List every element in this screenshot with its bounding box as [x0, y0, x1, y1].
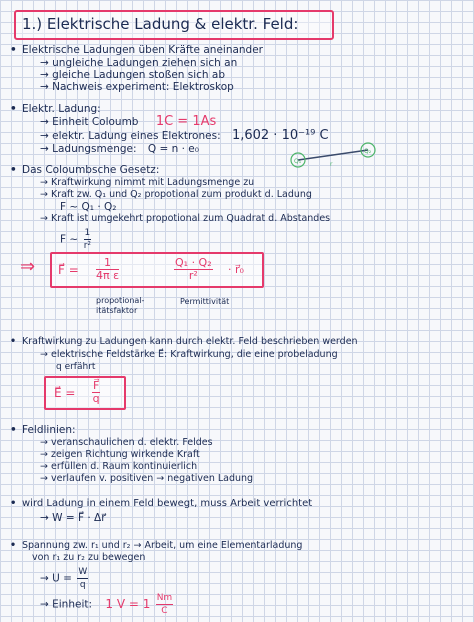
- field-strength-num: F⃗: [93, 379, 100, 392]
- coulomb-formula-box: [50, 252, 264, 288]
- coulomb-factor-1: [96, 257, 119, 282]
- unit-prefix: → Einheit:: [40, 598, 93, 611]
- distance-line: [298, 150, 368, 160]
- coulomb-f1-den: 4π ε: [96, 269, 120, 282]
- volt-den: C: [161, 606, 168, 616]
- sec1-line-2: → gleiche Ladungen stoßen sich ab: [40, 69, 226, 81]
- electron-charge-label: → elektr. Ladung eines Elektrones:: [40, 130, 221, 142]
- distance-label: r: [330, 161, 333, 168]
- sec3-heading: • Das Coloumbsche Gesetz:: [22, 164, 159, 176]
- charge-q1-label: Q₁: [294, 158, 302, 165]
- coulomb-f2-num: Q₁ · Q₂: [175, 256, 212, 269]
- sec3-line-1: → Kraftwirkung nimmt mit Ladungsmenge zu: [40, 177, 255, 188]
- field-strength-den: q: [92, 392, 100, 405]
- sec5-heading: • Feldlinien:: [22, 424, 76, 436]
- volt-num: Nm: [156, 593, 173, 603]
- sec7-heading: • Spannung zw. r₁ und r₂ → Arbeit, um eine Elementarladung: [22, 540, 302, 552]
- coulomb-tail: · r⃗₀: [228, 263, 244, 276]
- sec2-line-3: [40, 143, 199, 155]
- sec2-heading: • Elektr. Ladung:: [22, 103, 101, 115]
- volt-unit: 1 V = 1: [105, 596, 151, 611]
- inverse-square-den: r²: [83, 241, 92, 251]
- voltage-fraction: [77, 566, 88, 591]
- sec3-line-4: → Kraft ist umgekehrt propotional zum Quadrat d. Abstandes: [40, 213, 331, 224]
- title-text: 1.) Elektrische Ladung & elektr. Feld:: [22, 15, 299, 33]
- sec4-line-1: → elektrische Feldstärke E⃗: Kraftwirkung, die eine probeladung: [40, 349, 338, 360]
- sec7-line-2: [40, 566, 90, 591]
- inverse-square-num: 1: [84, 228, 91, 238]
- sec2-line-1: [40, 116, 216, 128]
- proportional-prefix: F ~: [60, 233, 79, 246]
- charge-amount-formula: Q = n · e₀: [147, 143, 199, 155]
- sec3-line-2: → Kraft zw. Q₁ und Q₂ propotional zum produkt d. Ladung: [40, 189, 312, 200]
- sec1-line-3: → Nachweis experiment: Elektroskop: [40, 81, 234, 93]
- proportionality-note: propotional-itätsfaktor: [96, 296, 145, 315]
- inverse-square-fraction: [84, 227, 92, 252]
- charge-q2-label: Q₂: [364, 148, 372, 155]
- sec4-heading: • Kraftwirkung zu Ladungen kann durch elektr. Feld beschrieben werden: [22, 336, 358, 348]
- charge-amount-label: → Ladungsmenge:: [40, 143, 137, 155]
- sec6-heading: • wird Ladung in einem Feld bewegt, muss Arbeit verrichtet: [22, 498, 312, 510]
- sec7-line-3: [40, 592, 175, 617]
- volt-fraction: [156, 592, 174, 617]
- voltage-num: W: [78, 567, 88, 577]
- coulomb-lhs: F⃗ =: [58, 263, 79, 277]
- unit-value: 1C = 1As: [155, 114, 217, 129]
- implies-arrow: ⇒: [20, 256, 36, 277]
- permittivity-note: Permittivität: [180, 297, 230, 306]
- sec3-line-3: F ~ Q₁ · Q₂: [60, 201, 117, 213]
- sec3-line-5: [60, 227, 93, 252]
- electron-charge-value: 1,602 · 10⁻¹⁹ C: [231, 128, 329, 143]
- voltage-prefix: → U =: [40, 572, 72, 585]
- sec6-line-1: → W = F⃗ · Δr⃗: [40, 512, 106, 524]
- field-strength-fraction: [92, 380, 100, 405]
- field-strength-box: [44, 376, 126, 410]
- field-strength-lhs: E⃗ =: [54, 386, 76, 400]
- sec4-line-2: q erfährt: [56, 362, 96, 372]
- coulomb-f2-den: r²: [188, 269, 198, 282]
- sec5-line-3: → erfüllen d. Raum kontinuierlich: [40, 461, 198, 472]
- sec5-line-2: → zeigen Richtung wirkende Kraft: [40, 449, 200, 460]
- page-title: [14, 10, 334, 40]
- unit-label: → Einheit Coloumb: [40, 116, 139, 128]
- sec7-line-1: von r₁ zu r₂ zu bewegen: [32, 552, 146, 563]
- sec1-line-1: → ungleiche Ladungen ziehen sich an: [40, 57, 238, 69]
- sec5-line-4: → verlaufen v. positiven → negativen Ladung: [40, 473, 254, 484]
- voltage-den: q: [79, 580, 86, 590]
- charges-diagram: [282, 140, 392, 180]
- sec1-heading: • Elektrische Ladungen üben Kräfte aneinander: [22, 44, 263, 56]
- coulomb-factor-2: [174, 257, 213, 282]
- coulomb-f1-num: 1: [96, 257, 119, 270]
- sec5-line-1: → veranschaulichen d. elektr. Feldes: [40, 437, 213, 448]
